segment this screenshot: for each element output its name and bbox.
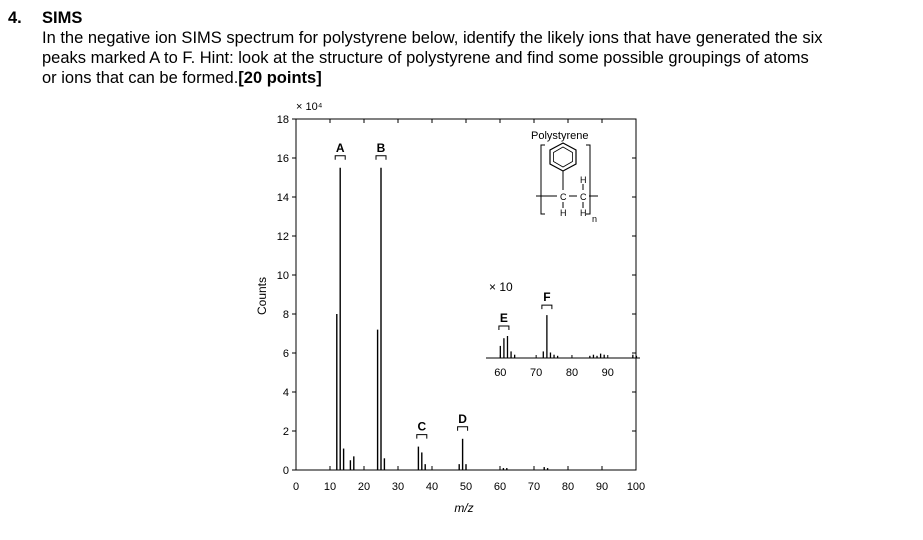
hydrogen-atom-3: H [580, 208, 587, 218]
y-tick-label: 14 [276, 192, 289, 204]
inset-peak-bracket [542, 305, 552, 309]
inset-x-tick-label: 90 [601, 367, 614, 379]
y-axis-label: Counts [255, 276, 269, 316]
x-tick-label: 50 [459, 481, 473, 493]
y-tick-label: 16 [276, 153, 289, 165]
question-body-line-1: In the negative ion SIMS spectrum for polystyrene below, identify the likely ions that have generated the six [42, 29, 823, 47]
x-tick-label: 20 [357, 481, 371, 493]
y-tick-label: 2 [282, 426, 289, 438]
carbon-atom-1: C [560, 192, 567, 202]
inset-peak-label: E [499, 311, 508, 325]
peak-label: A [335, 140, 345, 155]
y-tick-label: 12 [276, 231, 289, 243]
y-tick-label: 0 [282, 465, 289, 477]
x-tick-label: 10 [323, 481, 337, 493]
y-tick-label: 10 [276, 270, 289, 282]
question-number: 4. [8, 9, 22, 27]
peak-label: C [417, 419, 427, 434]
repeat-subscript-n: n [592, 214, 598, 224]
x-tick-label: 80 [561, 481, 575, 493]
peak-bracket [376, 156, 386, 160]
question-body-line-2: peaks marked A to F. Hint: look at the structure of polystyrene and find some possible groupings of atoms [42, 49, 809, 67]
inset-x-tick-label: 60 [494, 367, 507, 379]
question-title: SIMS [42, 9, 83, 27]
y-tick-label: 6 [282, 348, 289, 360]
x-tick-label: 0 [292, 481, 300, 493]
inset-x-tick-label: 80 [565, 367, 579, 379]
structure-title: Polystyrene [531, 130, 589, 142]
peak-bracket [458, 427, 468, 431]
points-label: [20 points] [238, 69, 322, 87]
peak-bracket [335, 156, 345, 160]
y-multiplier-label: × 10⁴ [296, 101, 323, 113]
x-axis-label: m/z [454, 501, 474, 515]
inset-peak-bracket [499, 326, 509, 330]
peak-label: D [458, 411, 467, 426]
y-tick-label: 4 [282, 387, 289, 399]
x-tick-label: 100 [626, 481, 646, 493]
carbon-atom-2: C [580, 192, 587, 202]
y-tick-label: 8 [282, 309, 289, 321]
y-tick-label: 18 [276, 114, 289, 126]
inset-spectrum [486, 290, 640, 379]
x-tick-label: 40 [425, 481, 439, 493]
peak-bracket [417, 435, 427, 439]
benzene-inner-ring-icon [554, 147, 573, 167]
inset-magnification-label: × 10 [489, 280, 513, 294]
main-peaks [337, 168, 551, 470]
peak-labels [335, 141, 467, 439]
x-tick-label: 90 [595, 481, 609, 493]
x-tick-label: 70 [527, 481, 541, 493]
question-body-line-3: or ions that can be formed. [42, 69, 239, 87]
structure-bracket-right [586, 145, 590, 214]
inset-x-tick-label: 70 [530, 367, 543, 379]
polystyrene-structure [531, 130, 598, 224]
x-tick-label: 30 [391, 481, 405, 493]
hydrogen-atom-2: H [580, 175, 587, 185]
inset-peak-label: F [543, 290, 551, 305]
structure-bracket-left [541, 145, 545, 214]
hydrogen-atom-1: H [560, 208, 567, 218]
x-tick-label: 60 [493, 481, 507, 493]
peak-label: B [376, 140, 386, 155]
